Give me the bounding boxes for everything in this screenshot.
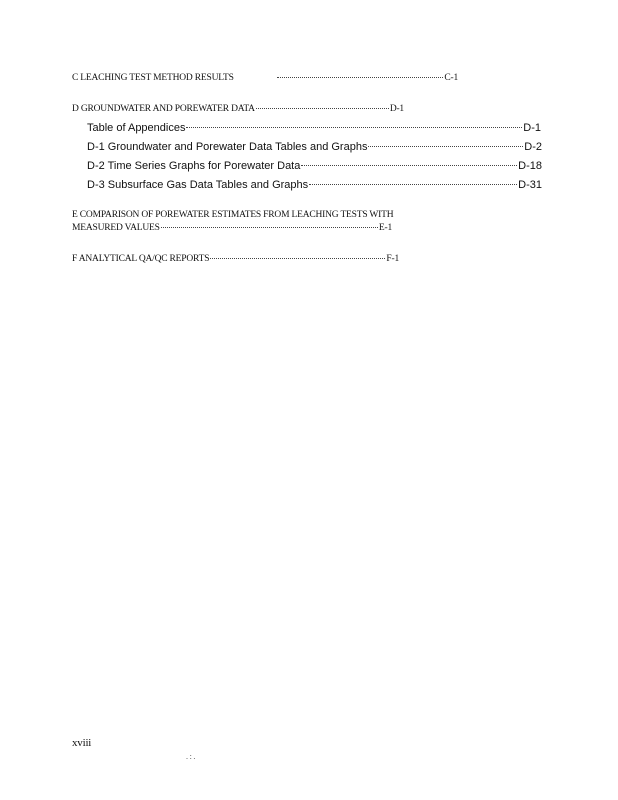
toc-entry-appendix-d[interactable] [72, 104, 404, 114]
toc-entry-appendix-c[interactable] [72, 73, 458, 83]
toc-subentry-title: Table of Appendices [87, 122, 186, 134]
toc-entry-page: C-1 [444, 73, 458, 83]
toc-entry-title: E COMPARISON OF POREWATER ESTIMATES FROM LEACHING TESTS WITH [72, 210, 394, 220]
toc-entry-title: MEASURED VALUES [72, 223, 160, 233]
dot-leader [256, 108, 389, 109]
toc-subentry-page: D-31 [518, 179, 542, 191]
footer-marks [186, 752, 195, 761]
toc-entry-appendix-e-line1[interactable] [72, 210, 393, 220]
toc-subentry-d2[interactable] [87, 160, 542, 172]
dot-leader [368, 146, 523, 147]
toc-entry-page: D-1 [389, 104, 404, 114]
dot-leader [309, 184, 517, 185]
toc-subentry-d3[interactable] [87, 179, 542, 191]
toc-entry-title: D GROUNDWATER AND POREWATER DATA [72, 104, 255, 114]
toc-subentry-page: D-1 [523, 122, 541, 134]
toc-entry-appendix-f[interactable] [72, 254, 399, 264]
dot-leader [301, 165, 517, 166]
toc-subentry-page: D-18 [518, 160, 542, 172]
dot-leader [186, 127, 522, 128]
toc-subentry-table-of-appendices[interactable] [87, 122, 541, 134]
toc-entry-appendix-e-line2[interactable] [72, 223, 392, 233]
dot-leader [210, 258, 385, 259]
toc-subentry-title: D-2 Time Series Graphs for Porewater Data [87, 160, 301, 172]
dot-leader [277, 77, 444, 78]
toc-entry-page: F-1 [386, 254, 399, 264]
page-number [72, 737, 91, 749]
toc-subentry-d1[interactable] [87, 141, 542, 153]
footer-marks-text: . : . [186, 752, 196, 761]
toc-subentry-page: D-2 [524, 141, 542, 153]
page-number-text: xviii [72, 737, 92, 749]
toc-entry-page: E-1 [378, 223, 392, 233]
toc-entry-title: C LEACHING TEST METHOD RESULTS [72, 73, 234, 83]
dot-leader [161, 227, 378, 228]
toc-subentry-title: D-1 Groundwater and Porewater Data Tables and Graphs [87, 141, 368, 153]
toc-subentry-title: D-3 Subsurface Gas Data Tables and Graphs [87, 179, 309, 191]
toc-entry-title: F ANALYTICAL QA/QC REPORTS [72, 254, 210, 264]
